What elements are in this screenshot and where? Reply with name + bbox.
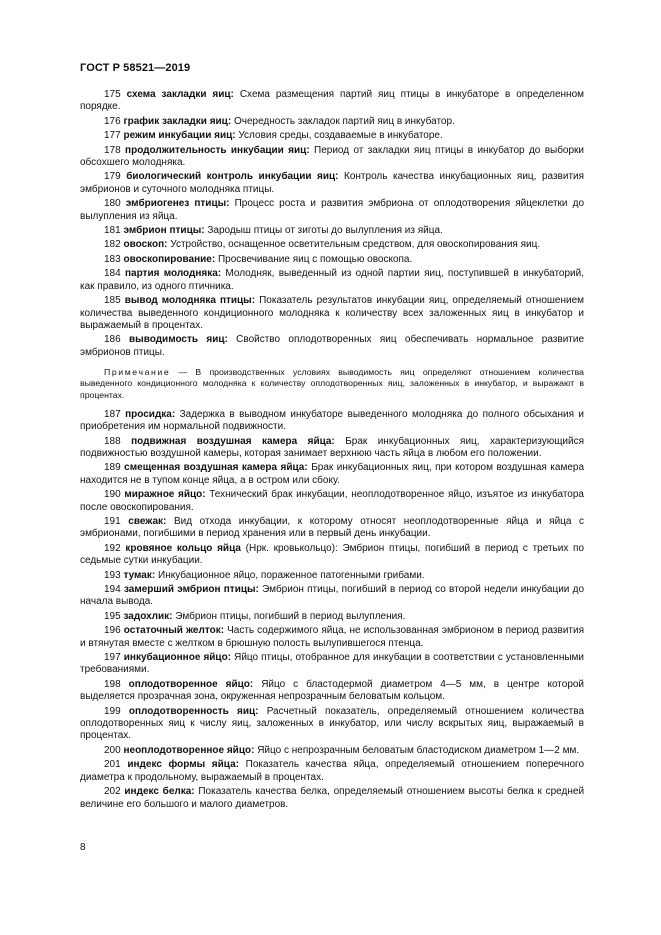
term-number: 181 — [104, 225, 121, 237]
note-label: Примечание — [104, 367, 171, 378]
term-name: вывод молодняка птицы: — [124, 295, 256, 307]
term-name: партия молодняка: — [124, 268, 222, 280]
term-definition: Эмбрион птицы, погибший в период со второй недели инкубации до начала вывода. — [80, 584, 585, 608]
term-number: 187 — [104, 408, 121, 420]
term-entry — [80, 239, 584, 251]
term-entry — [80, 225, 584, 237]
term-definition: Вид отхода инкубации, к которому относят неоплодотворенные яйца и яйца с эмбрионами, погибшими в период хранения или в первый день инкубации. — [80, 515, 585, 540]
term-name: оплодотворенность яиц: — [128, 705, 259, 717]
term-name: просидка: — [125, 408, 176, 420]
term-entry — [80, 116, 584, 128]
term-definition: Брак инкубационных яиц, характеризующийся подвижностью воздушной камеры, которая занимает верхнюю часть яйца в любом его положении. — [80, 435, 585, 459]
term-definition: Свойство оплодотворенных яиц обеспечивать нормальное развитие эмбрионов птицы. — [80, 334, 585, 358]
term-name: схема закладки яиц: — [126, 89, 234, 100]
term-entry — [80, 171, 584, 196]
term-name: остаточный желток: — [123, 625, 225, 637]
term-name: неоплодотворенное яйцо: — [123, 744, 255, 756]
term-definition: Период от закладки яиц птицы в инкубатор до выборки обсохшего молодняка. — [80, 144, 585, 169]
term-definition: (Нрк. кровькольцо): Эмбрион птицы, погибший в период с третьих по седьмые сутки инкубации. — [80, 542, 585, 567]
term-number: 183 — [104, 253, 121, 265]
term-entry — [80, 543, 584, 568]
term-definition: Схема размещения партий яиц птицы в инкубаторе в определенном порядке. — [80, 89, 585, 113]
term-definition: Показатель качества яйца, определяемый отношением поперечного диаметра к продольному, выражаемый в процентах. — [80, 759, 585, 783]
term-entry — [80, 611, 584, 623]
term-name: индекс формы яйца: — [127, 759, 239, 771]
term-number: 192 — [104, 542, 121, 554]
term-number: 198 — [104, 678, 121, 690]
term-number: 196 — [104, 625, 121, 637]
term-name: смещенная воздушная камера яйца: — [124, 462, 308, 474]
term-entry — [80, 570, 584, 582]
term-entry — [80, 409, 584, 434]
term-name: свежак: — [128, 515, 167, 527]
term-number: 193 — [104, 569, 121, 581]
term-number: 182 — [104, 239, 121, 251]
term-name: эмбрион птицы: — [123, 225, 205, 237]
term-entry — [80, 489, 584, 514]
term-entry — [80, 706, 584, 743]
term-entry — [80, 198, 584, 223]
term-name: тумак: — [123, 569, 156, 581]
term-entry — [80, 268, 584, 293]
term-number: 199 — [104, 705, 121, 717]
term-number: 200 — [104, 744, 121, 756]
term-number: 179 — [104, 171, 121, 183]
term-entry — [80, 89, 584, 114]
term-name: овоскопирование: — [123, 253, 216, 265]
term-name: задохлик: — [123, 610, 173, 622]
term-name: инкубационное яйцо: — [123, 652, 232, 664]
term-number: 188 — [104, 435, 121, 447]
term-definition: Показатель качества белка, определяемый отношением высоты белка к средней величине его большого и малого диаметров. — [80, 786, 585, 810]
term-name: замерший эмбрион птицы: — [123, 584, 259, 596]
term-definition: Очередность закладок партий яиц в инкубатор. — [233, 115, 455, 127]
term-definition: Молодняк, выведенный из одной партии яиц, поступившей в инкубаторий, как правило, из одного птичника. — [80, 268, 584, 292]
term-number: 190 — [104, 489, 121, 501]
term-number: 185 — [104, 295, 121, 307]
term-definition: Часть содержимого яйца, не использованная эмбрионом в период развития и втянутая вместе с желтком в брюшную полость вылупившегося птенца. — [80, 625, 584, 649]
term-definition: Показатель результатов инкубации яиц, определяемый отношением количества выведенного кондиционного молодняка к количеству всех заложенных яиц в инкубатор и выражаемый в процентах. — [80, 295, 585, 331]
document-header: ГОСТ Р 58521—2019 — [80, 62, 191, 74]
term-definition: Инкубационное яйцо, пораженное патогенными грибами. — [158, 569, 425, 581]
term-definition: Условия среды, создаваемые в инкубаторе. — [238, 130, 443, 142]
term-number: 189 — [104, 462, 121, 474]
term-number: 191 — [104, 515, 121, 527]
term-name: миражное яйцо: — [124, 489, 206, 501]
term-definition: Технический брак инкубации, неоплодотворенное яйцо, изъятое из инкубатора после овоскопирования. — [80, 489, 584, 513]
term-entry — [80, 295, 584, 332]
term-definition: Брак инкубационных яиц, при котором воздушная камера находится не в тупом конце яйца, а в остром или сбоку. — [80, 462, 585, 486]
term-number: 176 — [104, 115, 121, 127]
term-name: оплодотворенное яйцо: — [128, 678, 254, 690]
page-number: 8 — [80, 842, 86, 853]
term-entry — [80, 130, 584, 142]
term-number: 201 — [104, 759, 121, 771]
term-entry — [80, 652, 584, 677]
term-number: 195 — [104, 610, 121, 622]
term-number: 178 — [104, 144, 121, 156]
term-entry — [80, 462, 584, 487]
term-name: продолжительность инкубации яиц: — [125, 144, 310, 156]
term-entry — [80, 334, 584, 359]
term-entry — [80, 584, 584, 609]
document-body — [80, 89, 584, 813]
term-number: 202 — [104, 786, 121, 798]
term-definition: Процесс роста и развития эмбриона от оплодотворения яйцеклетки до вылупления из яйца. — [80, 198, 584, 222]
term-number: 194 — [104, 584, 121, 596]
term-number: 177 — [104, 130, 121, 142]
term-definition: Контроль качества инкубационных яиц, развития эмбрионов и суточного молодняка птицы. — [80, 171, 585, 195]
term-name: выводимость яиц: — [129, 334, 228, 346]
term-name: биологический контроль инкубации яиц: — [126, 171, 339, 183]
note-text: — В производственных условиях выводимость яиц определяют отношением количества выведенного кондиционного молодняка к количеству оплодотворенных яиц, заложенных в инкубатор, и выражают в процентах. — [80, 367, 584, 400]
term-definition: Яйцо птицы, отобранное для инкубации в соответствии с установленными требованиями. — [80, 652, 585, 676]
term-name: режим инкубации яиц: — [123, 130, 236, 142]
term-entry — [80, 436, 584, 461]
term-entry — [80, 786, 584, 811]
term-definition: Эмбрион птицы, погибший в период вылупления. — [175, 610, 406, 622]
term-name: график закладки яиц: — [123, 115, 232, 127]
term-definition: Расчетный показатель, определяемый отношением количества оплодотворенных яиц к числу яиц, заложенных в инкубатор, или числу вскрытых яиц, выражаемый в процентах. — [80, 705, 585, 742]
terms-list-second — [80, 409, 584, 811]
term-number: 175 — [104, 89, 121, 100]
terms-list-first — [80, 89, 584, 359]
term-definition: Яйцо с непрозрачным беловатым бластодиском диаметром 1—2 мм. — [257, 744, 580, 756]
term-entry — [80, 145, 584, 170]
term-entry — [80, 745, 584, 757]
term-number: 180 — [104, 198, 121, 210]
term-definition: Зародыш птицы от зиготы до вылупления из яйца. — [207, 225, 443, 237]
term-name: подвижная воздушная камера яйца: — [131, 435, 335, 447]
term-definition: Просвечивание яиц с помощью овоскопа. — [217, 253, 413, 265]
term-entry — [80, 516, 584, 541]
term-number: 197 — [104, 652, 121, 664]
term-name: индекс белка: — [124, 786, 195, 798]
term-number: 184 — [104, 268, 121, 280]
term-entry — [80, 679, 584, 704]
term-entry — [80, 625, 584, 650]
term-entry — [80, 759, 584, 784]
note-paragraph — [80, 367, 584, 401]
term-name: овоскоп: — [123, 239, 168, 251]
term-name: кровяное кольцо яйца — [125, 542, 241, 554]
term-number: 186 — [104, 334, 121, 346]
term-entry — [80, 254, 584, 266]
term-definition: Устройство, оснащенное осветительным средством, для овоскопирования яиц. — [170, 239, 541, 251]
term-definition: Яйцо с бластодермой диаметром 4—5 мм, в центре которой выделяется прозрачная зона, окруженная непрозрачным беловатым кольцом. — [80, 678, 585, 703]
term-definition: Задержка в выводном инкубаторе выведенного молодняка до полного обсыхания и приобретения им нормальной подвижности. — [80, 408, 585, 433]
term-name: эмбриогенез птицы: — [125, 198, 230, 210]
